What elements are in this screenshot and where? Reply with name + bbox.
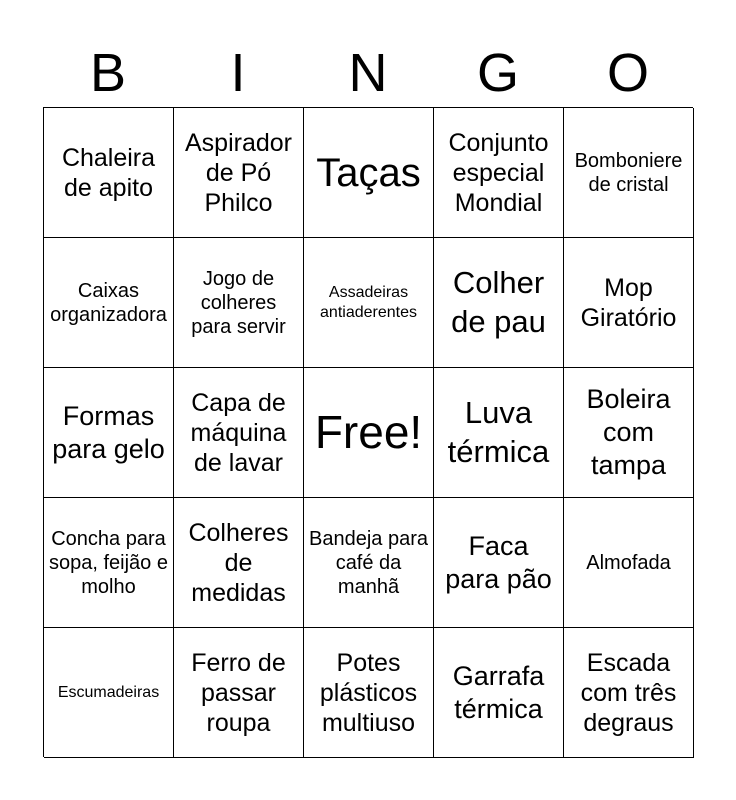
bingo-cell[interactable] xyxy=(564,238,694,368)
cell-text: Luva térmica xyxy=(447,394,550,469)
header-letter-n: N xyxy=(348,43,388,103)
bingo-cell[interactable] xyxy=(44,628,174,758)
bingo-cell[interactable] xyxy=(174,628,304,758)
bingo-grid xyxy=(43,107,693,757)
cell-text: Colher de pau xyxy=(451,264,546,339)
bingo-cell[interactable] xyxy=(434,108,564,238)
cell-text: Colheres de medidas xyxy=(188,518,289,607)
bingo-cell[interactable] xyxy=(304,628,434,758)
bingo-cell[interactable] xyxy=(434,368,564,498)
bingo-cell[interactable] xyxy=(434,498,564,628)
header-letter-g: G xyxy=(476,43,519,103)
cell-text: Mop Giratório xyxy=(580,273,677,332)
bingo-cell[interactable] xyxy=(304,108,434,238)
cell-text: Potes plásticos multiuso xyxy=(319,648,418,737)
bingo-cell[interactable] xyxy=(174,498,304,628)
cell-text: Escumadeiras xyxy=(57,683,160,701)
bingo-cell[interactable] xyxy=(434,238,564,368)
cell-text: Free! xyxy=(314,405,423,458)
bingo-cell[interactable] xyxy=(304,238,434,368)
cell-text: Jogo de colheres para servir xyxy=(191,267,286,338)
cell-text: Bandeja para café da manhã xyxy=(309,527,428,598)
free-space-cell[interactable] xyxy=(304,368,434,498)
bingo-cell[interactable] xyxy=(44,108,174,238)
cell-text: Boleira com tampa xyxy=(586,384,671,480)
cell-text: Ferro de passar roupa xyxy=(191,648,286,737)
cell-text: Formas para gelo xyxy=(52,400,165,464)
bingo-cell[interactable] xyxy=(44,498,174,628)
bingo-cell[interactable] xyxy=(564,368,694,498)
cell-text: Taças xyxy=(316,150,421,195)
cell-text: Bomboniere de cristal xyxy=(574,149,683,196)
bingo-cell[interactable] xyxy=(174,368,304,498)
bingo-cell[interactable] xyxy=(564,108,694,238)
cell-text: Aspirador de Pó Philco xyxy=(185,128,292,217)
cell-text: Concha para sopa, feijão e molho xyxy=(49,527,168,598)
bingo-cell[interactable] xyxy=(304,498,434,628)
cell-text: Escada com três degraus xyxy=(580,648,677,737)
cell-text: Garrafa térmica xyxy=(452,660,545,724)
bingo-cell[interactable] xyxy=(44,368,174,498)
cell-text: Conjunto especial Mondial xyxy=(448,128,549,217)
cell-text: Almofada xyxy=(586,551,671,574)
cell-text: Capa de máquina de lavar xyxy=(190,388,287,477)
bingo-cell[interactable] xyxy=(564,628,694,758)
bingo-header xyxy=(43,40,693,106)
bingo-cell[interactable] xyxy=(434,628,564,758)
cell-text: Caixas organizadora xyxy=(50,279,167,326)
header-letter-b: B xyxy=(89,43,127,103)
bingo-cell[interactable] xyxy=(174,238,304,368)
bingo-cell[interactable] xyxy=(564,498,694,628)
bingo-cell[interactable] xyxy=(174,108,304,238)
cell-text: Faca para pão xyxy=(445,530,552,594)
header-letter-i: I xyxy=(230,43,246,103)
bingo-cell[interactable] xyxy=(44,238,174,368)
cell-text: Chaleira de apito xyxy=(61,143,156,202)
cell-text: Assadeiras antiaderentes xyxy=(320,284,417,321)
header-letter-o: O xyxy=(606,43,649,103)
